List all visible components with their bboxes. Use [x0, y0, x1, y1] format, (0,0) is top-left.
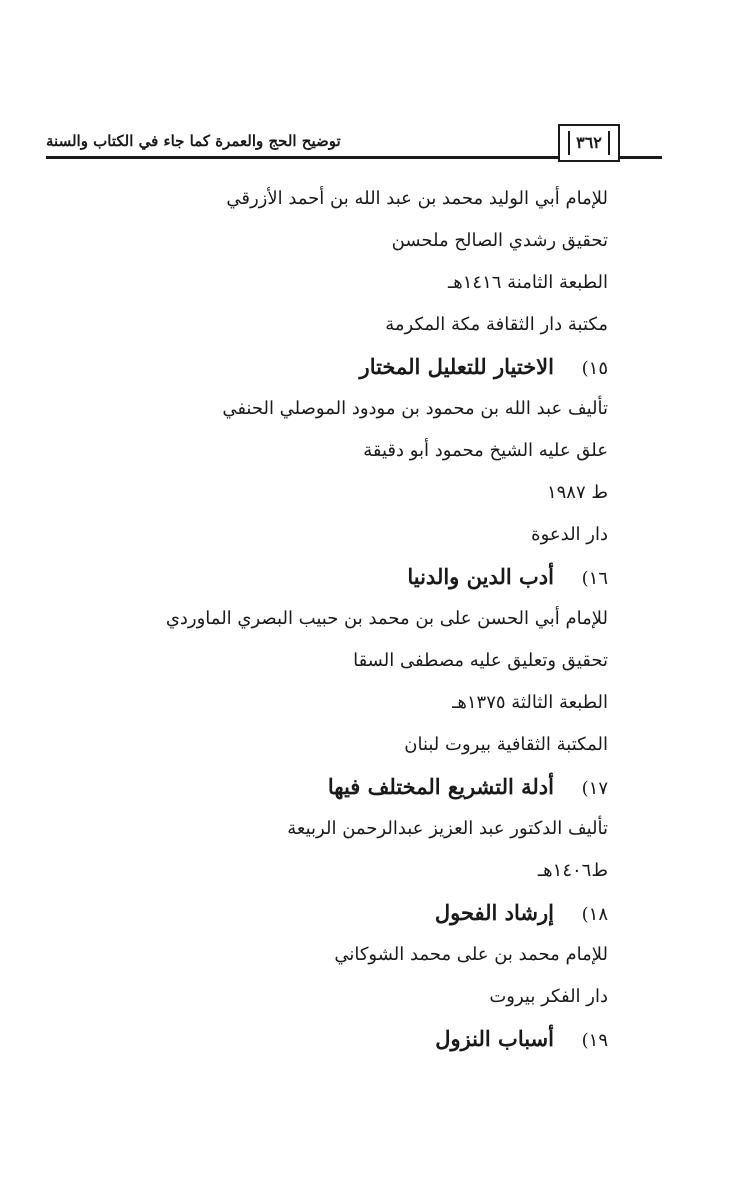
- entry-text: الطبعة الثامنة ١٤١٦هـ: [447, 272, 608, 293]
- entry-line: [120, 178, 608, 220]
- entry-text: تأليف عبد الله بن محمود بن مودود الموصلي الحنفي: [222, 398, 608, 419]
- entry-text: للإمام أبي الوليد محمد بن عبد الله بن أحمد الأزرقي: [226, 188, 608, 209]
- entry-line: [120, 934, 608, 976]
- entry-title: [120, 346, 608, 388]
- entry-title: [120, 1018, 608, 1060]
- entry-text: أسباب النزول: [435, 1026, 554, 1051]
- entry-text: للإمام محمد بن على محمد الشوكاني: [334, 944, 608, 965]
- entry-text: ط ١٩٨٧: [546, 482, 608, 503]
- entry-text: تأليف الدكتور عبد العزيز عبدالرحمن الربيعة: [287, 818, 608, 839]
- entry-title: [120, 556, 608, 598]
- entry-text: تحقيق رشدي الصالح ملحسن: [391, 230, 608, 251]
- entry-title: [120, 892, 608, 934]
- entry-line: [120, 976, 608, 1018]
- entry-line: [120, 388, 608, 430]
- entry-line: [120, 262, 608, 304]
- entry-number: ١٦): [581, 568, 608, 589]
- entry-number: ١٥): [581, 358, 608, 379]
- entry-line: [120, 472, 608, 514]
- entry-text: ط١٤٠٦هـ: [537, 860, 608, 881]
- entry-line: [120, 304, 608, 346]
- entry-text: أدب الدين والدنيا: [407, 564, 554, 589]
- entry-line: [120, 808, 608, 850]
- entry-text: مكتبة دار الثقافة مكة المكرمة: [385, 314, 608, 335]
- entry-text: الطبعة الثالثة ١٣٧٥هـ: [452, 692, 608, 713]
- entry-text: تحقيق وتعليق عليه مصطفى السقا: [353, 650, 608, 671]
- running-title: توضيح الحج والعمرة كما جاء في الكتاب والسنة: [46, 132, 351, 150]
- entry-text: للإمام أبي الحسن على بن محمد بن حبيب البصري الماوردي: [165, 608, 608, 629]
- entry-line: [120, 850, 608, 892]
- entry-line: [120, 598, 608, 640]
- entry-title: [120, 766, 608, 808]
- entry-number: ١٧): [581, 778, 608, 799]
- entry-line: [120, 514, 608, 556]
- entry-line: [120, 682, 608, 724]
- entry-text: دار الفكر بيروت: [489, 986, 608, 1007]
- entry-text: إرشاد الفحول: [434, 900, 554, 925]
- entry-text: علق عليه الشيخ محمود أبو دقيقة: [363, 440, 608, 461]
- page-header: [46, 118, 662, 168]
- entry-text: أدلة التشريع المختلف فيها: [327, 774, 554, 799]
- entry-number: ١٨): [581, 904, 608, 925]
- entry-line: [120, 724, 608, 766]
- entry-text: الاختيار للتعليل المختار: [359, 354, 554, 379]
- page-number: ٣٦٢: [568, 131, 610, 155]
- bibliography-list: [120, 178, 608, 1060]
- page-number-box: [558, 124, 620, 162]
- entry-line: [120, 430, 608, 472]
- entry-line: [120, 220, 608, 262]
- entry-text: المكتبة الثقافية بيروت لبنان: [404, 734, 608, 755]
- entry-number: ١٩): [581, 1030, 608, 1051]
- entry-text: دار الدعوة: [531, 524, 608, 545]
- entry-line: [120, 640, 608, 682]
